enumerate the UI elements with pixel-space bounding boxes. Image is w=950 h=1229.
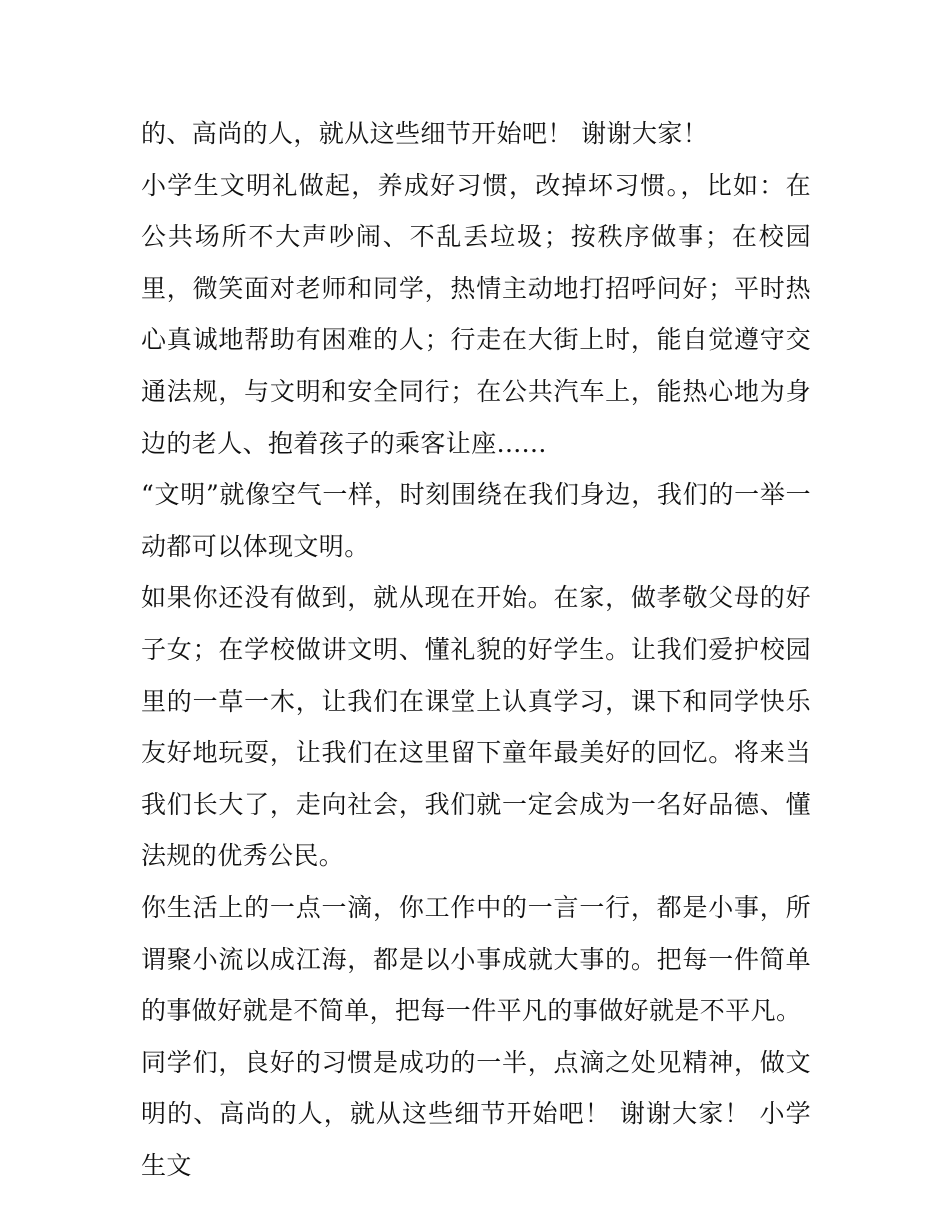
paragraph-start-now: 如果你还没有做到，就从现在开始。在家，做孝敬父母的好子女；在学校做讲文明、懂礼貌的好学生。让我们爱护校园里的一草一木，让我们在课堂上认真学习，课下和同学快乐友好地玩耍，让我们在这里留下童年最美好的回忆。将来当我们长大了，走向社会，我们就一定会成为一名好品德、懂法规的优秀公民。 <box>141 583 811 871</box>
paragraph-small-things: 你生活上的一点一滴，你工作中的一言一行，都是小事，所谓聚小流以成江海，都是以小事成就大事的。把每一件简单的事做好就是不简单，把每一件平凡的事做好就是不平凡。 <box>141 892 811 1026</box>
paragraph-closing-fragment: 的、高尚的人，就从这些细节开始吧！ 谢谢大家！ <box>141 119 709 148</box>
paragraph-civility-air: “文明”就像空气一样，时刻围绕在我们身边，我们的一举一动都可以体现文明。 <box>141 480 811 561</box>
paragraph-civility-examples: 小学生文明礼做起，养成好习惯，改掉坏习惯。，比如：在公共场所不大声吵闹、不乱丢垃圾；按秩序做事；在校园里，微笑面对老师和同学，热情主动地打招呼问好；平时热心真诚地帮助有困难的人；行走在大街上时，能自觉遵守交通法规，与文明和安全同行；在公共汽车上，能热心地为身边的老人、抱着孩子的乘客让座...... <box>141 170 811 458</box>
paragraph-good-habits: 同学们，良好的习惯是成功的一半，点滴之处见精神，做文明的、高尚的人，就从这些细节开始吧！ 谢谢大家！ 小学生文 <box>141 1047 811 1180</box>
document-body <box>141 108 811 1191</box>
